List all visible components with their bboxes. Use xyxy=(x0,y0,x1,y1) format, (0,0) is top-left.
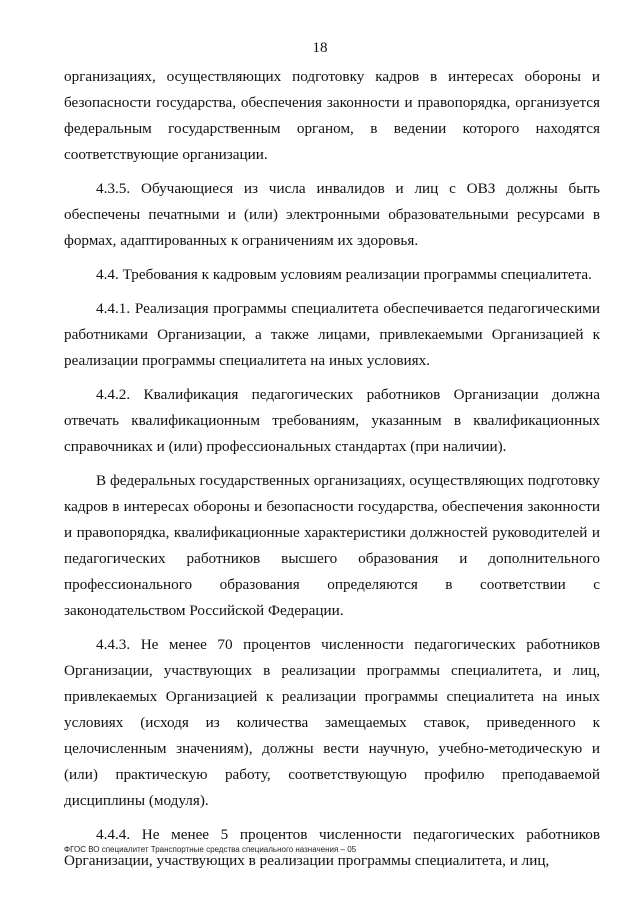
page-footer: ФГОС ВО специалитет Транспортные средства специального назначения – 05 xyxy=(64,845,357,854)
paragraph-4-4-3: 4.4.3. Не менее 70 процентов численности педагогических работников Организации, участвующих в реализации программы специалитета, и лиц, привлекаемых Организацией к реализации программы специалитета на иных условиях (исходя из количества замещаемых ставок, приведенного к целочисленным значениям), должны вести научную, учебно-методическую и (или) практическую работу, соответствующую профилю преподаваемой дисциплины (модуля). xyxy=(64,636,600,809)
paragraph-continuation: организациях, осуществляющих подготовку кадров в интересах обороны и безопасности государства, обеспечения законности и правопорядка, организуется федеральным государственным органом, в ведении которого находятся соответствующие организации. xyxy=(64,68,600,163)
document-body xyxy=(64,64,600,882)
paragraph-4-4-1: 4.4.1. Реализация программы специалитета обеспечивается педагогическими работниками Организации, а также лицами, привлекаемыми Организацией к реализации программы специалитета на иных условиях. xyxy=(64,300,600,369)
paragraph-4-4-4: 4.4.4. Не менее 5 процентов численности педагогических работников Организации, участвующих в реализации программы специалитета, и лиц, xyxy=(64,826,600,869)
paragraph-4-4: 4.4. Требования к кадровым условиям реализации программы специалитета. xyxy=(96,266,592,283)
paragraph-federal-organizations: В федеральных государственных организациях, осуществляющих подготовку кадров в интересах обороны и безопасности государства, обеспечения законности и правопорядка, квалификационные характеристики должностей руководителей и педагогических работников высшего образования и дополнительного профессионального образования определяются в соответствии с законодательством Российской Федерации. xyxy=(64,472,600,619)
page-number: 18 xyxy=(312,40,328,56)
paragraph-4-4-2: 4.4.2. Квалификация педагогических работников Организации должна отвечать квалификационным требованиям, указанным в квалификационных справочниках и (или) профессиональных стандартах (при наличии). xyxy=(64,386,600,455)
paragraph-4-3-5: 4.3.5. Обучающиеся из числа инвалидов и лиц с ОВЗ должны быть обеспечены печатными и (или) электронными образовательными ресурсами в формах, адаптированных к ограничениям их здоровья. xyxy=(64,180,600,249)
